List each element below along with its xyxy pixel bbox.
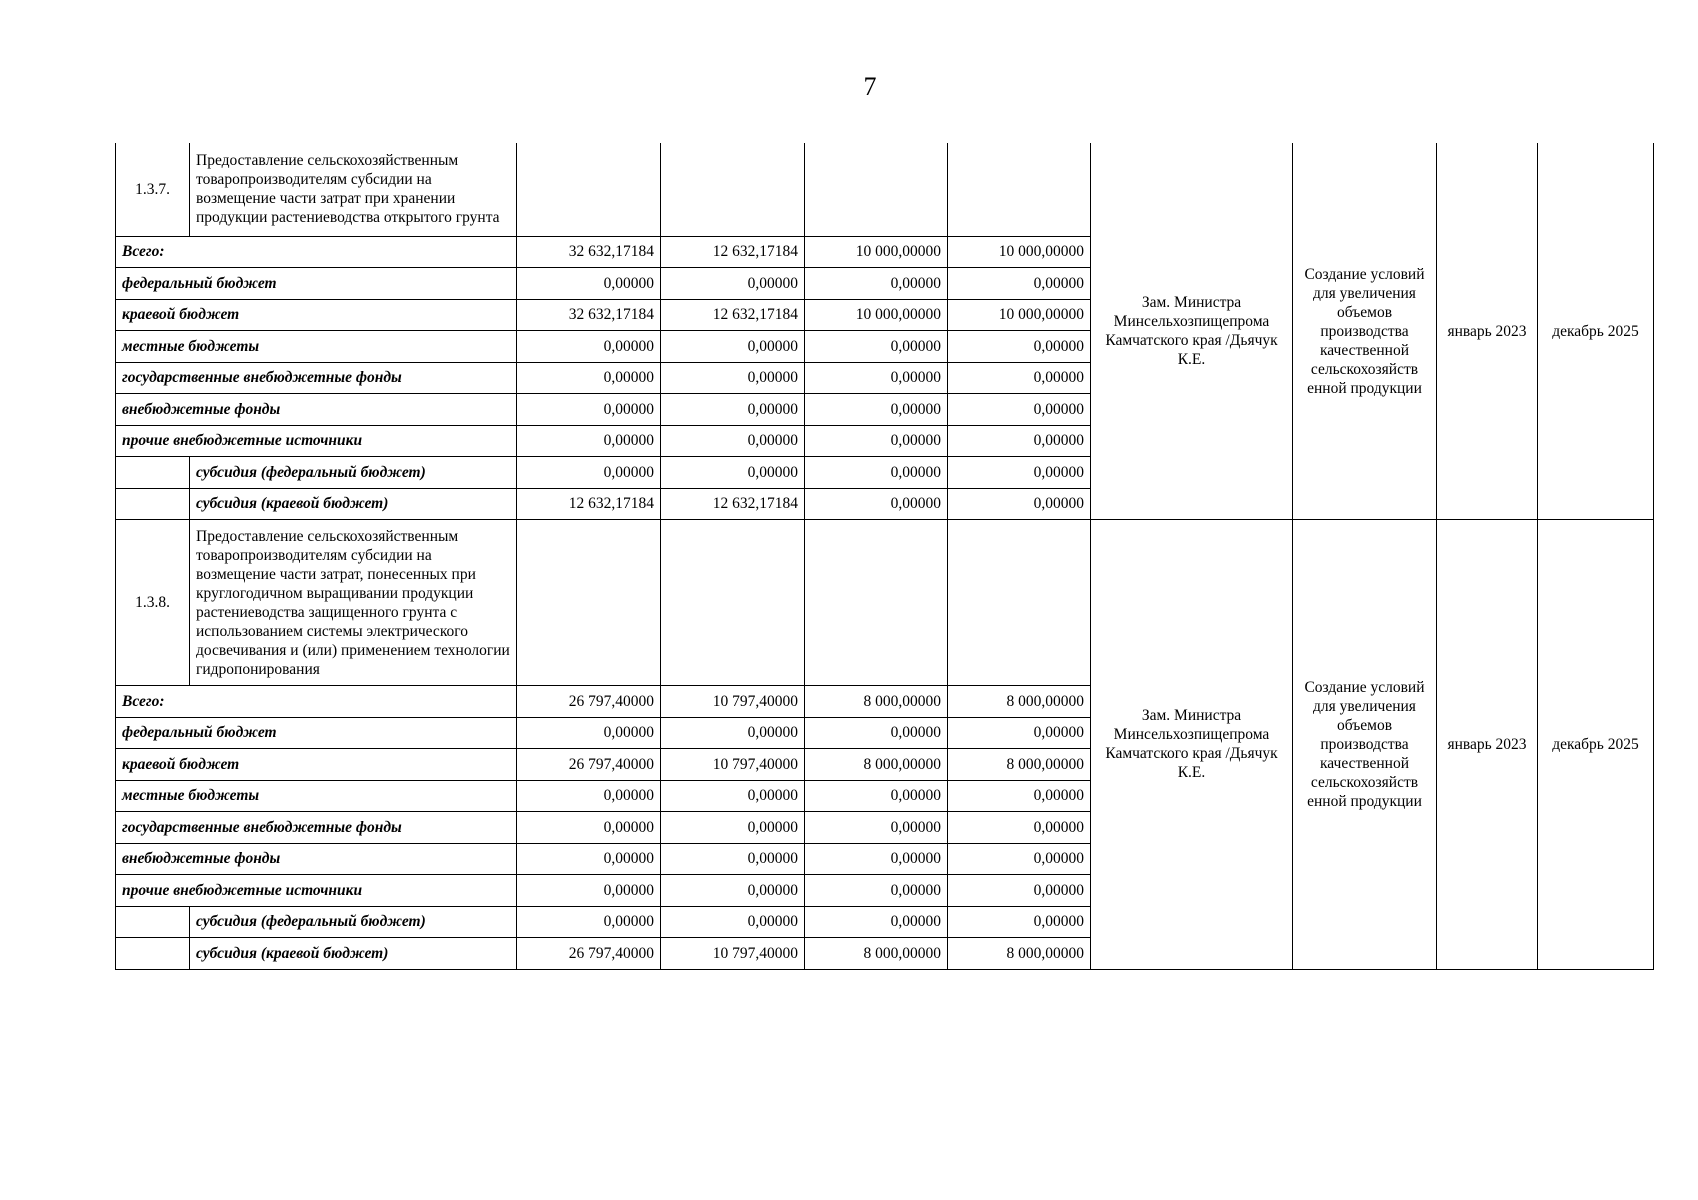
empty-cell xyxy=(661,143,805,236)
end-date-cell: декабрь 2025 xyxy=(1538,520,1654,970)
funding-source-label: государственные внебюджетные фонды xyxy=(116,812,517,844)
funding-value: 0,00000 xyxy=(805,812,948,844)
result-cell: Создание условий для увеличения объемов производства качественной сельскохозяйств енной продукции xyxy=(1293,520,1437,970)
responsible-cell: Зам. Министра Минсельхозпищепрома Камчатского края /Дьячук К.Е. xyxy=(1091,143,1293,520)
empty-cell xyxy=(805,520,948,686)
end-date-cell: декабрь 2025 xyxy=(1538,143,1654,520)
subsidy-value: 0,00000 xyxy=(948,457,1091,489)
funding-source-label: Всего: xyxy=(116,236,517,268)
funding-value: 0,00000 xyxy=(805,268,948,300)
funding-value: 0,00000 xyxy=(517,425,661,457)
funding-value: 12 632,17184 xyxy=(661,236,805,268)
empty-cell xyxy=(805,143,948,236)
funding-value: 10 000,00000 xyxy=(948,236,1091,268)
subsidy-value: 0,00000 xyxy=(948,488,1091,520)
activity-description: Предоставление сельскохозяйственным товаропроизводителям субсидии на возмещение части затрат при хранении продукции растениеводства открытого грунта xyxy=(190,143,517,236)
funding-value: 0,00000 xyxy=(517,394,661,426)
funding-value: 8 000,00000 xyxy=(805,749,948,781)
funding-value: 0,00000 xyxy=(805,875,948,907)
activity-code: 1.3.8. xyxy=(116,520,190,686)
funding-value: 0,00000 xyxy=(661,780,805,812)
funding-value: 10 797,40000 xyxy=(661,749,805,781)
subsidy-value: 0,00000 xyxy=(661,457,805,489)
funding-value: 8 000,00000 xyxy=(948,749,1091,781)
funding-value: 0,00000 xyxy=(948,843,1091,875)
funding-value: 0,00000 xyxy=(948,812,1091,844)
empty-cell xyxy=(116,906,190,938)
funding-value: 0,00000 xyxy=(805,717,948,749)
activity-header-row xyxy=(116,520,1654,686)
funding-value: 0,00000 xyxy=(517,812,661,844)
funding-value: 0,00000 xyxy=(661,268,805,300)
funding-value: 0,00000 xyxy=(805,362,948,394)
funding-value: 26 797,40000 xyxy=(517,686,661,718)
funding-source-label: местные бюджеты xyxy=(116,780,517,812)
empty-cell xyxy=(116,938,190,970)
funding-value: 0,00000 xyxy=(517,362,661,394)
funding-value: 0,00000 xyxy=(948,717,1091,749)
empty-cell xyxy=(948,520,1091,686)
empty-cell xyxy=(517,143,661,236)
funding-value: 0,00000 xyxy=(661,717,805,749)
funding-value: 32 632,17184 xyxy=(517,236,661,268)
funding-source-label: государственные внебюджетные фонды xyxy=(116,362,517,394)
funding-value: 0,00000 xyxy=(948,394,1091,426)
funding-source-label: федеральный бюджет xyxy=(116,717,517,749)
funding-value: 0,00000 xyxy=(517,875,661,907)
page-number: 7 xyxy=(863,72,877,101)
funding-source-label: внебюджетные фонды xyxy=(116,394,517,426)
funding-value: 0,00000 xyxy=(948,875,1091,907)
funding-value: 0,00000 xyxy=(661,425,805,457)
activity-header-row xyxy=(116,143,1654,236)
funding-value: 0,00000 xyxy=(661,362,805,394)
funding-value: 8 000,00000 xyxy=(805,686,948,718)
funding-value: 0,00000 xyxy=(517,843,661,875)
funding-value: 0,00000 xyxy=(948,331,1091,363)
empty-cell xyxy=(517,520,661,686)
empty-cell xyxy=(948,143,1091,236)
funding-source-label: Всего: xyxy=(116,686,517,718)
funding-value: 10 000,00000 xyxy=(948,299,1091,331)
funding-value: 10 000,00000 xyxy=(805,299,948,331)
funding-value: 0,00000 xyxy=(948,268,1091,300)
funding-value: 0,00000 xyxy=(805,331,948,363)
table-body xyxy=(116,143,1654,969)
subsidy-label: субсидия (федеральный бюджет) xyxy=(190,906,517,938)
funding-source-label: прочие внебюджетные источники xyxy=(116,875,517,907)
funding-value: 0,00000 xyxy=(661,843,805,875)
subsidy-label: субсидия (краевой бюджет) xyxy=(190,938,517,970)
funding-value: 26 797,40000 xyxy=(517,749,661,781)
subsidy-value: 12 632,17184 xyxy=(661,488,805,520)
subsidy-value: 10 797,40000 xyxy=(661,938,805,970)
funding-value: 0,00000 xyxy=(517,268,661,300)
funding-source-label: краевой бюджет xyxy=(116,299,517,331)
funding-value: 8 000,00000 xyxy=(948,686,1091,718)
empty-cell xyxy=(116,457,190,489)
activity-description: Предоставление сельскохозяйственным товаропроизводителям субсидии на возмещение части затрат, понесенных при круглогодичном выращивании продукции растениеводства защищенного грунта с использованием системы электрического досвечивания и (или) применением технологии гидропонирования xyxy=(190,520,517,686)
subsidy-value: 0,00000 xyxy=(805,906,948,938)
funding-value: 0,00000 xyxy=(805,425,948,457)
subsidy-value: 8 000,00000 xyxy=(948,938,1091,970)
funding-value: 0,00000 xyxy=(805,843,948,875)
funding-source-label: федеральный бюджет xyxy=(116,268,517,300)
program-activities-table xyxy=(115,143,1654,970)
funding-value: 0,00000 xyxy=(805,394,948,426)
funding-value: 0,00000 xyxy=(517,780,661,812)
funding-value: 0,00000 xyxy=(948,780,1091,812)
subsidy-value: 0,00000 xyxy=(517,906,661,938)
subsidy-value: 0,00000 xyxy=(517,457,661,489)
funding-source-label: местные бюджеты xyxy=(116,331,517,363)
funding-source-label: внебюджетные фонды xyxy=(116,843,517,875)
funding-value: 0,00000 xyxy=(661,875,805,907)
subsidy-value: 8 000,00000 xyxy=(805,938,948,970)
funding-value: 10 797,40000 xyxy=(661,686,805,718)
funding-value: 32 632,17184 xyxy=(517,299,661,331)
funding-value: 0,00000 xyxy=(517,331,661,363)
activity-code: 1.3.7. xyxy=(116,143,190,236)
funding-value: 0,00000 xyxy=(948,362,1091,394)
funding-value: 0,00000 xyxy=(661,394,805,426)
subsidy-value: 0,00000 xyxy=(805,457,948,489)
funding-value: 0,00000 xyxy=(517,717,661,749)
start-date-cell: январь 2023 xyxy=(1437,520,1538,970)
funding-value: 12 632,17184 xyxy=(661,299,805,331)
subsidy-label: субсидия (краевой бюджет) xyxy=(190,488,517,520)
result-cell: Создание условий для увеличения объемов производства качественной сельскохозяйств енной продукции xyxy=(1293,143,1437,520)
empty-cell xyxy=(661,520,805,686)
subsidy-value: 0,00000 xyxy=(661,906,805,938)
empty-cell xyxy=(116,488,190,520)
start-date-cell: январь 2023 xyxy=(1437,143,1538,520)
subsidy-value: 12 632,17184 xyxy=(517,488,661,520)
funding-value: 10 000,00000 xyxy=(805,236,948,268)
funding-value: 0,00000 xyxy=(661,331,805,363)
subsidy-label: субсидия (федеральный бюджет) xyxy=(190,457,517,489)
subsidy-value: 0,00000 xyxy=(948,906,1091,938)
subsidy-value: 26 797,40000 xyxy=(517,938,661,970)
subsidy-value: 0,00000 xyxy=(805,488,948,520)
funding-value: 0,00000 xyxy=(661,812,805,844)
funding-value: 0,00000 xyxy=(805,780,948,812)
responsible-cell: Зам. Министра Минсельхозпищепрома Камчатского края /Дьячук К.Е. xyxy=(1091,520,1293,970)
funding-source-label: краевой бюджет xyxy=(116,749,517,781)
funding-source-label: прочие внебюджетные источники xyxy=(116,425,517,457)
funding-value: 0,00000 xyxy=(948,425,1091,457)
